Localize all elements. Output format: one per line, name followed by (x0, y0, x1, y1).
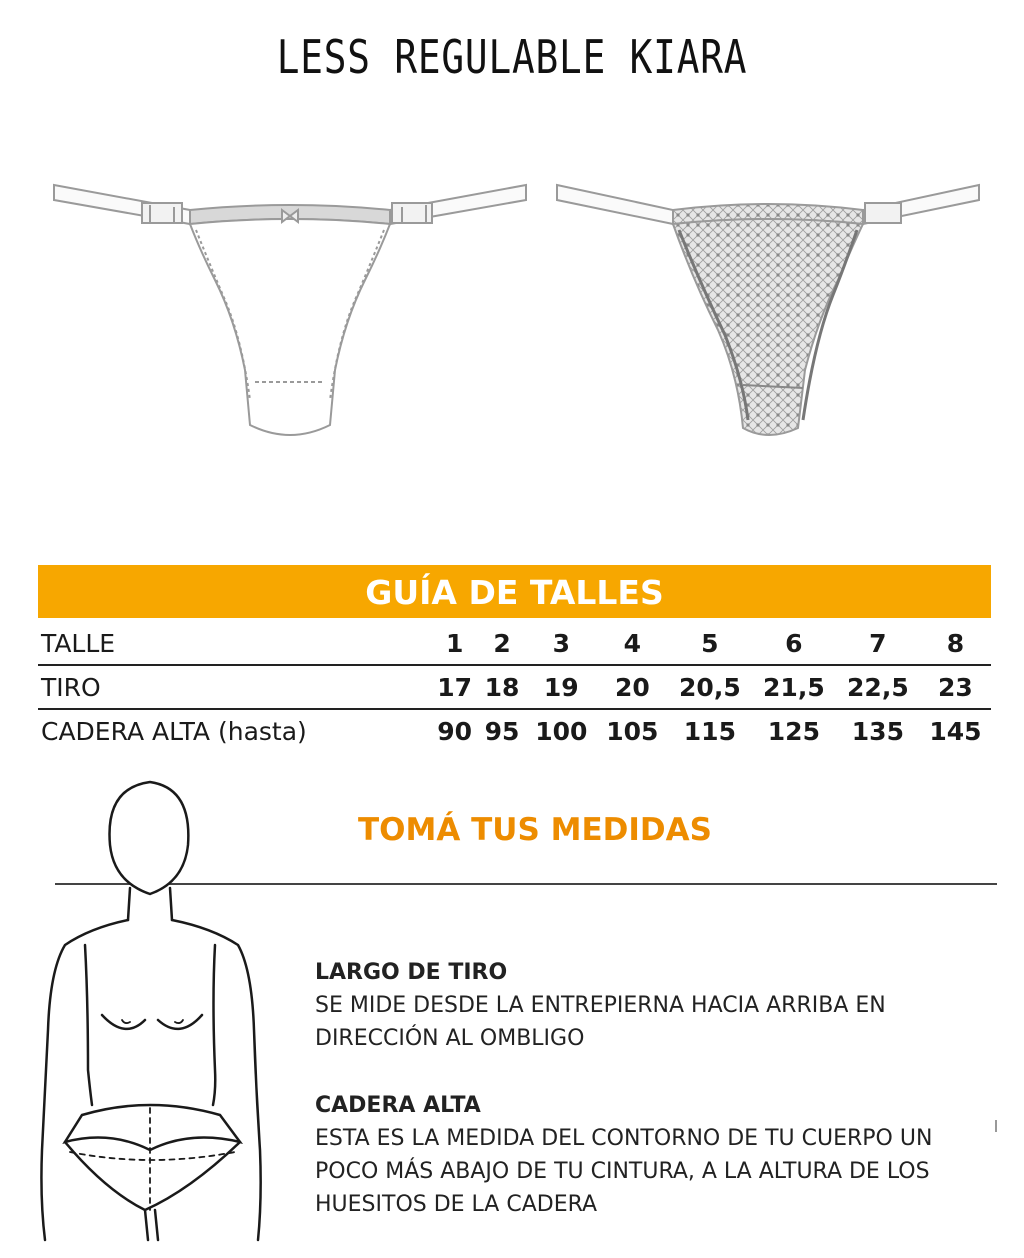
size-guide-banner: GUÍA DE TALLES (38, 565, 991, 618)
table-cell: 22,5 (836, 665, 920, 709)
measure-item-tiro (315, 956, 965, 1055)
table-cell: 8 (920, 622, 991, 665)
table-cell: 2 (478, 622, 525, 665)
table-cell: 125 (767, 716, 820, 746)
garment-front-illustration (50, 170, 530, 450)
row-label: TIRO (38, 665, 431, 709)
measure-item-text: ESTA ES LA MEDIDA DEL CONTORNO DE TU CUERPO UN POCO MÁS ABAJO DE TU CINTURA, A LA ALTURA DE LOS HUESITOS DE LA CADERA (315, 1126, 933, 1217)
table-cell: 21,5 (752, 665, 836, 709)
table-cell: 1 (431, 622, 478, 665)
table-cell: 20,5 (668, 665, 752, 709)
table-cell: 6 (752, 622, 836, 665)
table-cell: 135 (851, 716, 904, 746)
table-cell: 19 (526, 665, 597, 709)
table-cell: 7 (836, 622, 920, 665)
table-cell: 4 (597, 622, 668, 665)
measure-heading: TOMÁ TUS MEDIDAS (358, 812, 712, 848)
table-cell: 90 (437, 716, 473, 746)
table-cell: 5 (668, 622, 752, 665)
table-cell: 145 (929, 716, 982, 746)
table-cell: 100 (535, 716, 588, 746)
decorative-tick (995, 1120, 997, 1132)
measure-item-title: CADERA ALTA (315, 1093, 481, 1118)
body-figure-illustration (30, 770, 300, 1245)
page-title: LESS REGULABLE KIARA (276, 30, 748, 84)
table-row (38, 709, 991, 752)
table-cell: 23 (920, 665, 991, 709)
measure-item-title: LARGO DE TIRO (315, 960, 508, 985)
size-table (38, 622, 991, 752)
measure-item-cadera (315, 1089, 965, 1221)
measure-item-text: SE MIDE DESDE LA ENTREPIERNA HACIA ARRIBA EN DIRECCIÓN AL OMBLIGO (315, 993, 886, 1051)
row-label: TALLE (38, 622, 431, 665)
table-cell: 105 (606, 716, 659, 746)
table-cell: 20 (597, 665, 668, 709)
table-cell: 95 (484, 716, 520, 746)
table-cell: 3 (526, 622, 597, 665)
row-label: CADERA ALTA (hasta) (41, 716, 307, 746)
table-row (38, 665, 991, 709)
garment-back-illustration (553, 170, 983, 450)
table-cell: 17 (431, 665, 478, 709)
table-cell: 115 (683, 716, 736, 746)
table-row (38, 622, 991, 665)
table-cell: 18 (478, 665, 525, 709)
